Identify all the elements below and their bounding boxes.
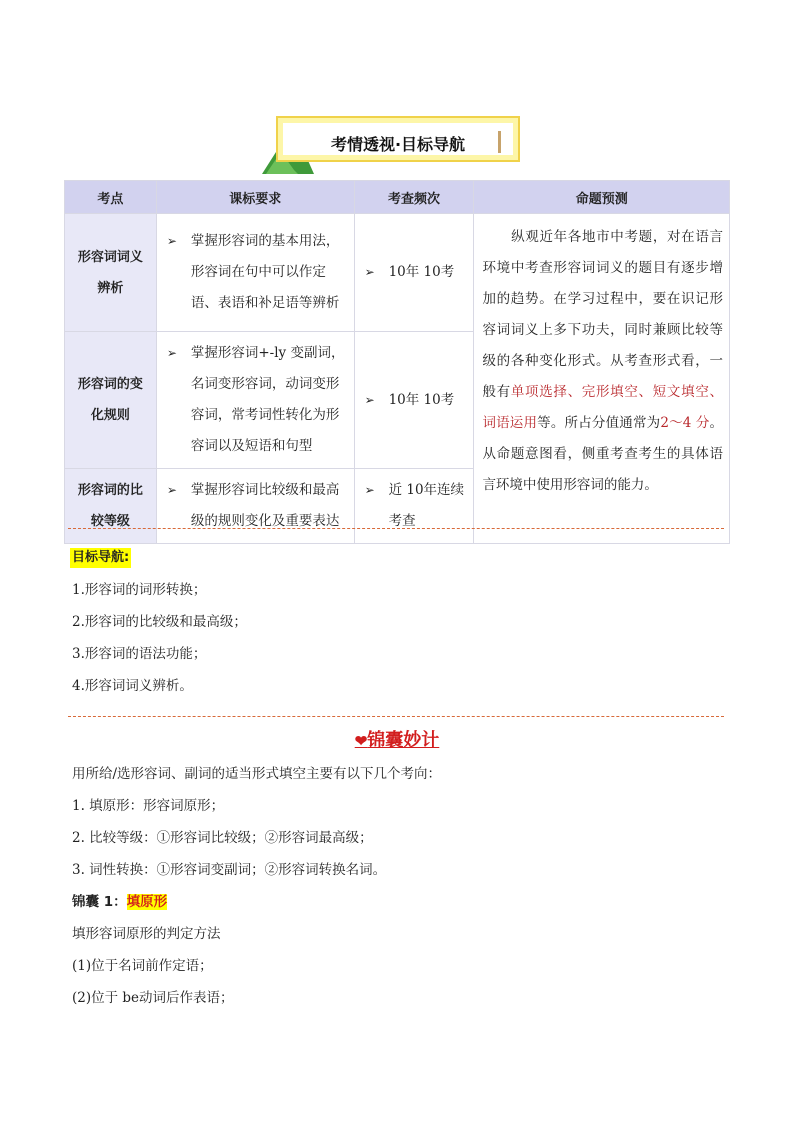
tip1-heading: [72, 892, 167, 912]
prediction-types: 单项选择、完形填空、短文填空、词语运用: [482, 384, 724, 431]
section-banner: [262, 112, 524, 174]
method-item: (2)位于 be动词后作表语；: [72, 990, 234, 1006]
prediction-text: 等。所占分值通常为: [537, 415, 661, 431]
point-line: 化规则: [90, 408, 130, 423]
point-line: 形容词词义: [77, 249, 143, 265]
header-requirement: 课标要求: [156, 181, 354, 214]
tips-intro: 用所给/选形容词、副词的适当形式填空主要有以下几个考向：: [72, 766, 442, 782]
goal-item: 4.形容词词义辨析。: [72, 678, 193, 694]
arrow-bullet-icon: ➢: [364, 483, 375, 497]
header-point: 考点: [65, 181, 157, 214]
frequency-text: 10年 10考: [388, 391, 455, 408]
tip1-label: 锦囊 1：: [72, 894, 127, 910]
divider: [68, 528, 724, 529]
frequency-cell: [354, 214, 474, 332]
point-line: 较等级: [90, 514, 130, 529]
exam-analysis-table: [64, 180, 730, 544]
goal-item: 3.形容词的语法功能；: [72, 646, 207, 662]
tips-list-item: 1. 填原形：形容词原形；: [72, 798, 225, 814]
tips-title: [0, 726, 794, 752]
banner-box: [276, 116, 520, 162]
heart-icon: ❤: [354, 732, 368, 750]
arrow-bullet-icon: ➢: [166, 234, 177, 248]
requirement-text: 掌握形容词的基本用法，形容词在句中可以作定语、表语和补足语等辨析: [190, 233, 340, 311]
frequency-text: 近 10年连续考查: [388, 482, 465, 529]
header-prediction: 命题预测: [474, 181, 730, 214]
point-cell: [65, 214, 157, 332]
requirement-text: 掌握形容词+-ly 变副词，名词变形容词，动词变形容词，常考词性转化为形容词以及短语和句型: [190, 345, 345, 454]
prediction-score: 2～4 分: [660, 415, 710, 431]
header-frequency: 考查频次: [354, 181, 474, 214]
banner-decoration: [498, 131, 501, 153]
prediction-text: 。从命题意图看，侧重考查考生的具体语言环境中使用形容词的能力。: [482, 415, 724, 493]
divider: [68, 716, 724, 717]
frequency-text: 10年 10考: [388, 264, 455, 280]
tip1-title: 填原形: [126, 894, 168, 910]
tips-title-text: 锦囊妙计: [367, 730, 440, 751]
arrow-bullet-icon: ➢: [364, 265, 375, 279]
requirement-text: 掌握形容词比较级和最高级的规则变化及重要表达: [190, 482, 340, 529]
tips-list-item: 3. 词性转换：①形容词变副词；②形容词转换名词。: [72, 862, 387, 878]
arrow-bullet-icon: ➢: [166, 346, 177, 360]
requirement-cell: [156, 214, 354, 332]
frequency-cell: [354, 332, 474, 469]
point-cell: [65, 469, 157, 544]
prediction-text: 纵观近年各地市中考题，对在语言环境中考查形容词词义的题目有逐步增加的趋势。在学习过程中，要在识记形容词词义上多下功夫，同时兼顾比较等级的各种变化形式。从考查形式看，一般有: [482, 229, 723, 400]
arrow-bullet-icon: ➢: [364, 392, 375, 407]
requirement-cell: [156, 332, 354, 469]
table-header-row: [65, 181, 730, 214]
goal-item: 1.形容词的词形转换；: [72, 582, 207, 598]
arrow-bullet-icon: ➢: [166, 483, 177, 497]
point-line: 形容词的变: [77, 377, 143, 392]
point-cell: [65, 332, 157, 469]
point-line: 形容词的比: [77, 483, 143, 498]
goal-item: 2.形容词的比较级和最高级；: [72, 614, 247, 630]
banner-title: 考情透视·目标导航: [330, 135, 466, 154]
goals-label: 目标导航:: [70, 548, 131, 568]
point-line: 辨析: [97, 280, 124, 296]
requirement-cell: [156, 469, 354, 544]
method-title: 填形容词原形的判定方法: [72, 926, 221, 942]
tips-list-item: 2. 比较等级：①形容词比较级；②形容词最高级；: [72, 830, 373, 846]
prediction-cell: [474, 214, 730, 544]
method-item: (1)位于名词前作定语；: [72, 958, 213, 974]
frequency-cell: [354, 469, 474, 544]
table-row: [65, 214, 730, 332]
